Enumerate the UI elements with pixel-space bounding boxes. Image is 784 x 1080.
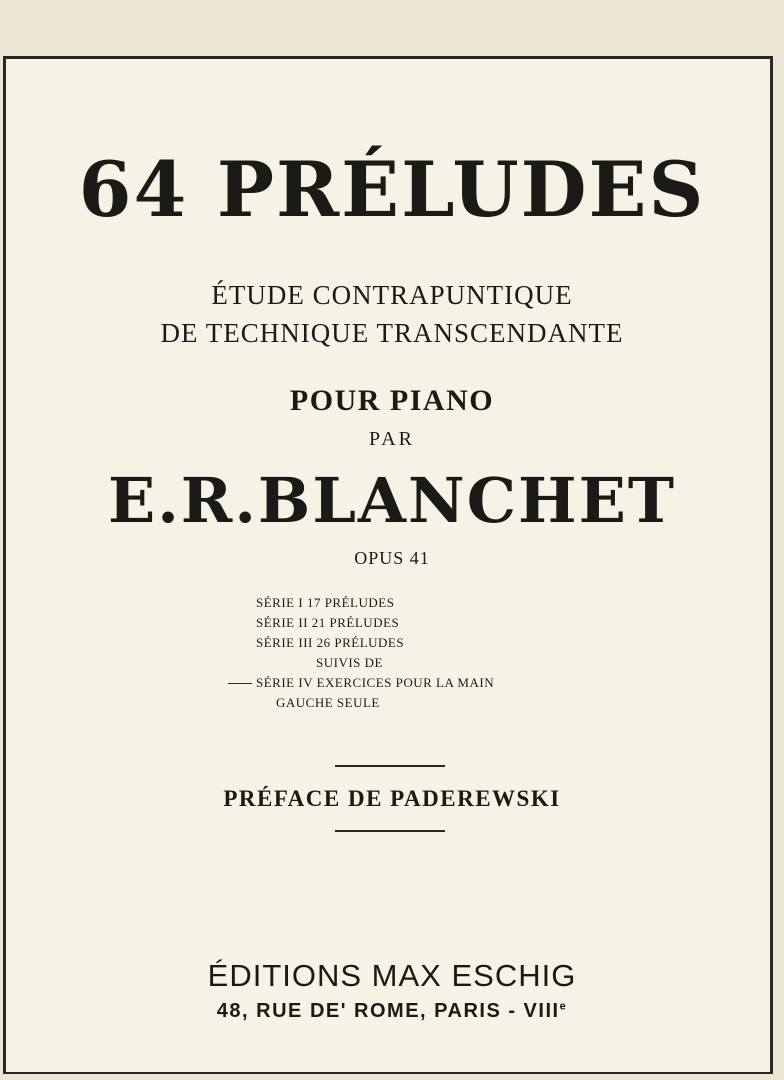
series-dash-mark [228,683,252,684]
preface-credit: PRÉFACE DE PADEREWSKI [223,786,561,811]
series-item: SÉRIE I 17 PRÉLUDES [256,595,395,610]
series-item: SÉRIE II 21 PRÉLUDES [256,615,400,630]
publisher-name: ÉDITIONS MAX ESCHIG [207,958,577,993]
series-item: SÉRIE III 26 PRÉLUDES [256,635,405,650]
composer-name: E.R.BLANCHET [107,464,677,537]
cover-title: 64 PRÉLUDES [78,145,706,234]
publisher-address [0,1000,784,1023]
series-item: GAUCHE SEULE [276,695,380,710]
subtitle-line-2: DE TECHNIQUE TRANSCENDANTE [160,318,624,348]
divider-bottom [335,830,445,832]
divider-top [335,765,445,767]
subtitle-line-1: ÉTUDE CONTRAPUNTIQUE [211,280,573,310]
series-item: SÉRIE IV EXERCICES POUR LA MAIN [256,675,495,690]
address-superscript: e [559,1000,568,1013]
series-list [256,593,494,713]
by-line: PAR [368,428,416,450]
instrument-line: POUR PIANO [289,384,495,417]
address-text: 48, RUE DE' ROME, PARIS - VIII [216,1000,560,1022]
opus-number: OPUS 41 [354,548,430,568]
series-item: SUIVIS DE [316,655,383,670]
